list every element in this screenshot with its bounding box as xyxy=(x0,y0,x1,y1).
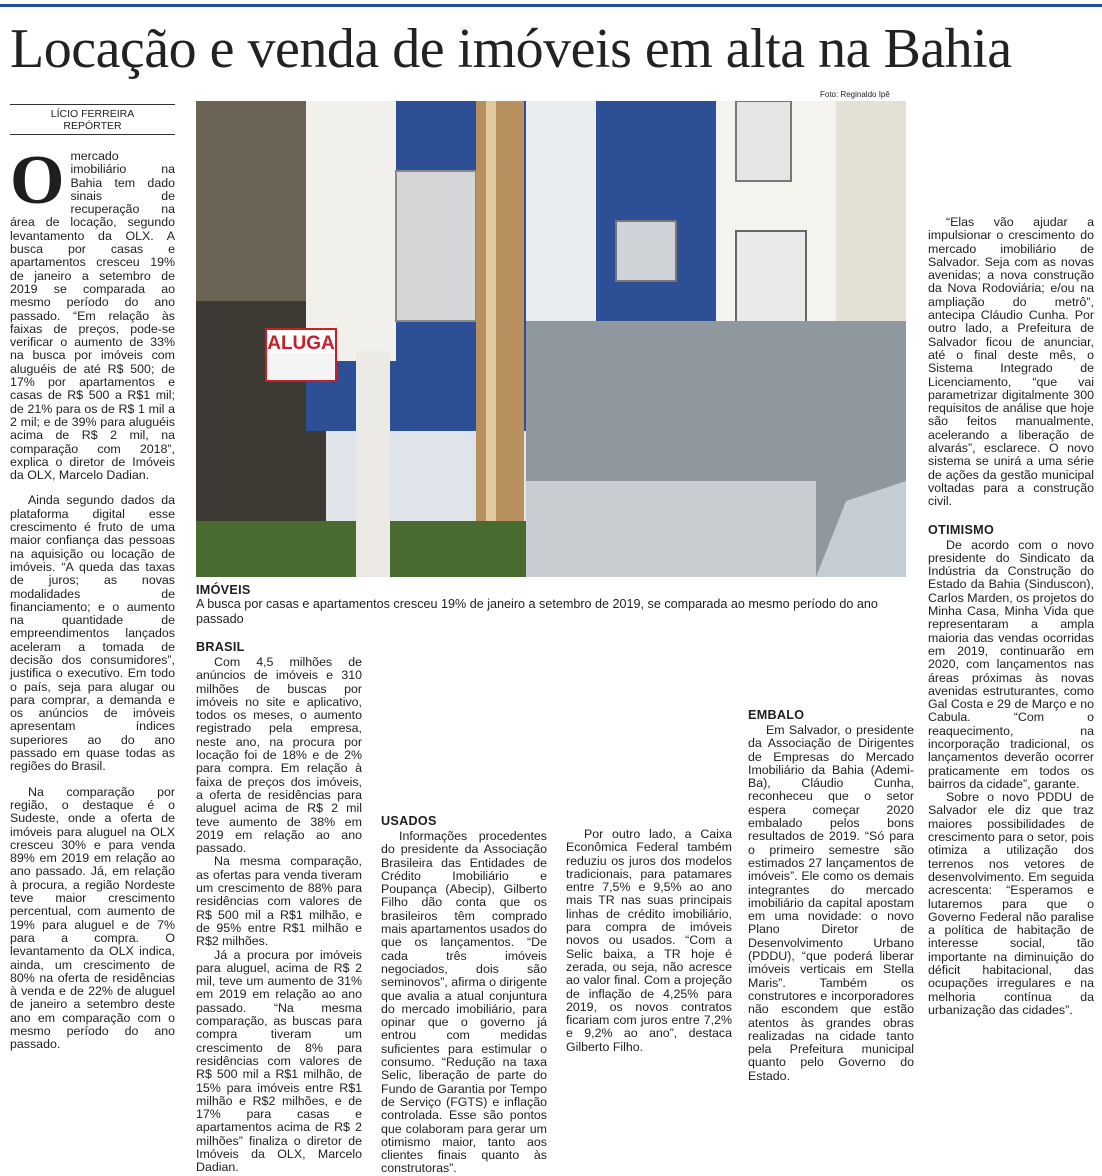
top-rule xyxy=(0,4,1102,7)
article-photo xyxy=(196,101,906,577)
paragraph: Na mesma comparação, as ofertas para venda tiveram um crescimento de 88% para residências com valores de R$ 500 mil a R$1 milhão, e de 95% entre R$1 milhão e R$2 milhões. xyxy=(196,854,362,949)
paragraph: Em Salvador, o presidente da Associação de Dirigentes de Empresas do Mercado Imobiliário da Bahia (Ademi-Ba), Cláudio Cunha, reconheceu que o setor espera começar 2020 embalado pelos bons resultados de 2019. “Só para o primeiro semestre são estimados 27 lançamentos de imóveis”. Ele como os demais integrantes do mercado imobiliário da capital apostam em uma novidade: o novo Plano Diretor de Desenvolvimento Urbano (PDDU), “que poderá liberar imóveis verticais em Stella Maris”. Também os construtores e incorporadores não escondem que estão atentos às grandes obras realizadas na cidade tanto pela Prefeitura municipal quanto pelo Governo do Estado. xyxy=(748,723,914,1083)
byline-name: LÍCIO FERREIRA xyxy=(50,108,135,120)
headline: Locação e venda de imóveis em alta na Bahia xyxy=(10,18,1012,80)
article-column-1 xyxy=(10,104,175,1052)
paragraph: Sobre o novo PDDU de Salvador ele diz que traz maiores possibilidades de crescimento para o setor, pois otimiza a utilização dos terrenos nos vetores de desenvolvimento. Em seguida acrescenta: “Esperamos e lutaremos para que o Governo Federal não paralise a política de habitação de interesse social, tão importante na diminuição do déficit habitacional, das ocupações irregulares e na melhoria contínua da urbanização das cidades”. xyxy=(928,790,1094,1017)
paragraph: Por outro lado, a Caixa Econômica Federal também reduziu os juros dos modelos tradicionais, para patamares entre 7,5% e 9,5% ao ano mais TR nas suas principais linhas de crédito imobiliário, para compra de imóveis novos ou usados. “Com a Selic baixa, a TR hoje é zerada, ou seja, não acresce ao valor final. Com a projeção de inflação de 4,25% para 2019, os novos contratos ficariam com juros entre 7,2% e 9,2% ao ano”, destaca Gilberto Filho. xyxy=(566,827,732,1054)
article-column-2 xyxy=(196,640,362,1175)
subheading-usados: USADOS xyxy=(381,814,437,828)
building-photo-illustration xyxy=(196,101,906,577)
aluga-sign-text: ALUGA xyxy=(267,333,335,354)
byline-role: REPÓRTER xyxy=(63,120,122,132)
article-column-5 xyxy=(748,628,914,1083)
paragraph: Ainda segundo dados da plataforma digital esse crescimento é fruto de uma maior confiança das pessoas na aquisição ou locação de imóveis. “A queda das taxas de juros; as novas modalidades de financiamento; e o aumento na quantidade de empreendimentos lançados aceleram a tomada de decisão dos consumidores”, justifica o executivo. Em todo o país, seja para alugar ou para comprar, a demanda e os anúncios de imóveis apresentam índices superiores ao do ano passado em quase todas as regiões do Brasil. xyxy=(10,493,175,774)
paragraph: “Elas vão ajudar a impulsionar o crescimento do mercado imobiliário de Salvador. Seja com as novas avenidas; a nova construção da Nova Rodoviária; e/ou na ampliação do metrô”, antecipa Cláudio Cunha. Por outro lado, a Prefeitura de Salvador ficou de anunciar, até o final deste mês, o Sistema Integrado de Licenciamento, “que vai parametrizar digitalmente 300 requisitos de análise que hoje são feitos manualmente, acelerando a liberação de alvarás”, esclarece. O novo sistema se unirá a uma série de ações da gestão municipal voltadas para a construção civil. xyxy=(928,215,1094,509)
paragraph: Já a procura por imóveis para aluguel, acima de R$ 2 mil, teve um aumento de 31% em 2019 em relação ao ano passado. “Na mesma comparação, as buscas para compra tiveram um crescimento de 8% para residências com valores de R$ 500 mil a R$1 milhão, de 15% para imóveis entre R$1 milhão e R$2 milhões, e de 17% para casas e apartamentos acima de R$ 2 milhões” finaliza o diretor de Imóveis da OLX, Marcelo Dadian. xyxy=(196,947,362,1175)
byline xyxy=(10,104,175,135)
drop-cap: O xyxy=(10,142,65,219)
paragraph: De acordo com o novo presidente do Sindicato da Indústria da Construção do Estado da Bahia (Sinduscon), Carlos Marden, os projetos do Minha Casa, Minha Vida que representaram a ampla maioria das vendas ocorridas em 2019, continuarão em 2020, com lançamentos nas áreas próximas às novas avenidas estruturantes, como Gal Costa e 29 de Março e no Cabula. “Com o reaquecimento, na incorporação tradicional, os lançamentos deverão ocorrer praticamente em todos os bairros da cidade”, garante. xyxy=(928,537,1094,791)
lead-paragraph: Omercado imobiliário na Bahia tem dado sinais de recuperação na área de locação, segundo levantamento da OLX. A busca por casas e apartamentos cresceu 19% de janeiro a setembro de 2019 se comparada ao mesmo período do ano passado. “Em relação às faixas de preços, pode-se verificar o aumento de 33% na busca por imóveis com aluguéis de até R$ 500; de 17% por apartamentos e casas de R$ 500 a R$1 mil; de 21% para os de R$ 1 mil a 2 mil; e de 39% para aluguéis acima de R$ 2 mil, na comparação com 2018”, explica o diretor de Imóveis da OLX, Marcelo Dadian. xyxy=(10,142,175,483)
caption-title: IMÓVEIS xyxy=(196,583,251,597)
paragraph: Na comparação por região, o destaque é o Sudeste, onde a oferta de imóveis para aluguel na OLX cresceu 30% e para venda 89% em 2019 em relação ao ano passado. Já, em relação à procura, a região Nordeste teve maior crescimento percentual, com aumento de 19% para aluguel e de 7% para a compra. O levantamento da OLX indica, ainda, um crescimento de 80% na oferta de residências à venda e de 22% de aluguel de janeiro a setembro deste ano em comparação com o mesmo período do ano passado. xyxy=(10,784,175,1052)
caption-text: A busca por casas e apartamentos cresceu 19% de janeiro a setembro de 2019, se comparada ao mesmo período do ano passado xyxy=(196,597,878,626)
subheading-otimismo: OTIMISMO xyxy=(928,522,995,537)
subheading-embalo: EMBALO xyxy=(748,708,805,722)
photo-caption xyxy=(196,583,912,627)
article-column-3 xyxy=(381,628,547,1176)
paragraph: Com 4,5 milhões de anúncios de imóveis e 310 milhões de buscas por imóveis no site e aplicativo, todos os meses, o aumento registrado pela empresa, neste ano, na procura por locação foi de 18% e de 2% para compra. Em relação à faixa de preços dos imóveis, a oferta de residências para aluguel acima de R$ 2 mil teve aumento de 38% em 2019 em relação ao ano passado. xyxy=(196,655,362,856)
article-column-4 xyxy=(566,628,732,1054)
photo-credit: Foto: Reginaldo Ipê xyxy=(820,90,890,99)
paragraph: Informações procedentes do presidente da Associação Brasileira das Entidades de Crédito Imobiliário e Poupança (Abecip), Gilberto Filho dão conta que os brasileiros têm comprado mais apartamentos usados do que os lançamentos. “De cada três imóveis negociados, dois são seminovos”, afirma o dirigente que avalia a atual conjuntura do mercado imobiliário, para opinar que o governo já entrou com medidas suficientes para estimular o consumo. “Redução na taxa Selic, liberação de parte do Fundo de Garantia por Tempo de Serviço (FGTS) e inflação controlada. Esse são pontos que colaboram para gerar um otimismo maior, tanto aos clientes finais quanto às construtoras”. xyxy=(381,829,547,1176)
subheading-brasil: BRASIL xyxy=(196,640,245,654)
article-column-6 xyxy=(928,96,1094,1017)
